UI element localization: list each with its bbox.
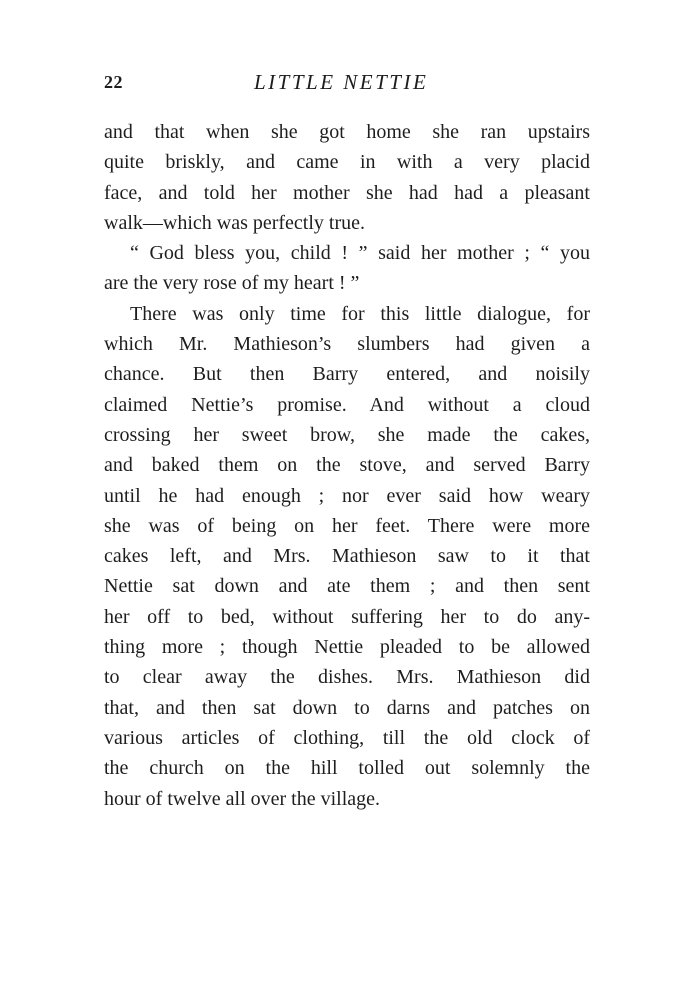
text-line: hour of twelve all over the village. xyxy=(104,787,381,810)
text-line: to clear away the dishes. Mrs. Mathieson did xyxy=(104,666,590,689)
text-line: face, and told her mother she had had a pleasant xyxy=(104,181,590,204)
text-line: walk—which was perfectly true. xyxy=(104,211,366,234)
text-line: and baked them on the stove, and served Barry xyxy=(104,454,590,477)
text-line: quite briskly, and came in with a very placid xyxy=(104,151,590,174)
text-line: are the very rose of my heart ! ” xyxy=(104,272,360,295)
text-line: that, and then sat down to darns and patches on xyxy=(104,696,590,719)
text-line: Nettie sat down and ate them ; and then sent xyxy=(104,575,590,598)
page-header xyxy=(104,70,590,100)
text-line: and that when she got home she ran upstairs xyxy=(104,121,590,143)
text-line: until he had enough ; nor ever said how weary xyxy=(104,484,590,507)
text-line: which Mr. Mathieson’s slumbers had given a xyxy=(104,333,590,356)
text-line: thing more ; though Nettie pleaded to be allowed xyxy=(104,636,590,659)
text-line: claimed Nettie’s promise. And without a cloud xyxy=(104,393,590,416)
paragraph-first-line: There was only time for this little dialogue, for xyxy=(130,302,590,325)
text-line: cakes left, and Mrs. Mathieson saw to it that xyxy=(104,545,590,568)
text-line: crossing her sweet brow, she made the cakes, xyxy=(104,423,590,446)
body-text xyxy=(104,117,590,814)
text-line: the church on the hill tolled out solemnly the xyxy=(104,757,590,780)
running-head-title: LITTLE NETTIE xyxy=(254,70,429,94)
text-line: she was of being on her feet. There were more xyxy=(104,514,590,537)
paragraph-first-line: “ God bless you, child ! ” said her mother ; “ you xyxy=(130,242,590,265)
text-line: her off to bed, without suffering her to do any- xyxy=(104,605,590,628)
text-line: chance. But then Barry entered, and noisily xyxy=(104,363,590,386)
page-number: 22 xyxy=(104,72,123,92)
text-line: various articles of clothing, till the old clock of xyxy=(104,726,590,749)
